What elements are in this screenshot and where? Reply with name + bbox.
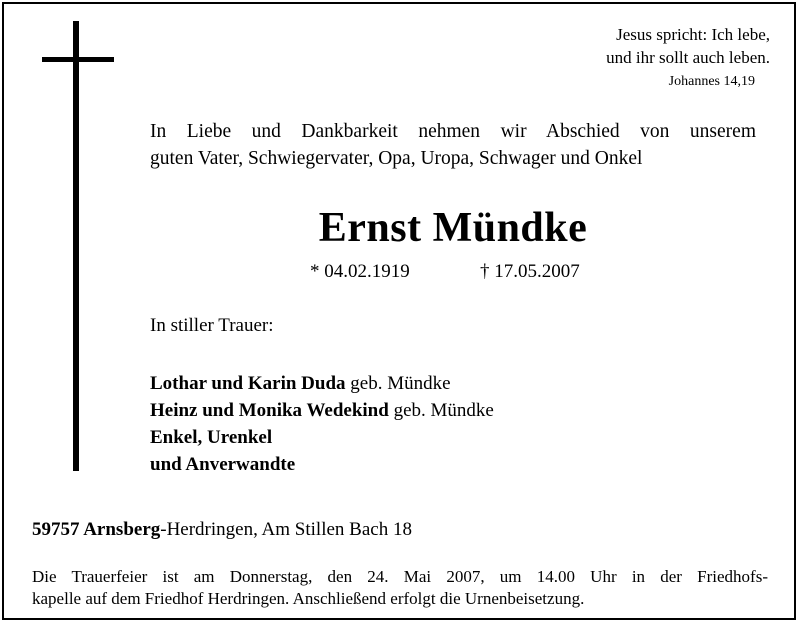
verse-reference: Johannes 14,19: [668, 74, 755, 89]
death-date: † 17.05.2007: [480, 261, 580, 282]
cross-icon-bar: [42, 57, 114, 62]
address-city: 59757 Arnsberg: [32, 519, 161, 540]
mourner-note: geb. Mündke: [393, 400, 494, 421]
mourner-entry: [150, 370, 494, 397]
birth-date: * 04.02.1919: [310, 261, 410, 282]
mourner-name: Enkel, Urenkel: [150, 427, 273, 448]
verse-line: Jesus spricht: Ich lebe,: [616, 25, 770, 44]
intro-line: In Liebe und Dankbarkeit nehmen wir Abschied von unserem: [150, 121, 756, 142]
notice-line: Die Trauerfeier ist am Donnerstag, den 24. Mai 2007, um 14.00 Uhr in der Friedhofs-: [32, 567, 768, 586]
mourner-note: geb. Mündke: [350, 373, 451, 394]
mourner-entry: [150, 424, 494, 451]
address-street: -Herdringen, Am Stillen Bach 18: [160, 519, 412, 540]
intro-text: [150, 118, 756, 172]
mourners-list: [150, 370, 494, 478]
funeral-notice: [32, 566, 768, 610]
bible-verse: [606, 23, 770, 69]
intro-line: guten Vater, Schwiegervater, Opa, Uropa, Schwager und Onkel: [150, 148, 643, 169]
mourner-name: Lothar und Karin Duda: [150, 373, 346, 394]
mourning-label: In stiller Trauer:: [150, 315, 274, 336]
mourner-entry: [150, 451, 494, 478]
mourner-name: Heinz und Monika Wedekind: [150, 400, 389, 421]
cross-icon: [73, 21, 79, 471]
verse-line: und ihr sollt auch leben.: [606, 48, 770, 67]
deceased-name: Ernst Mündke: [318, 205, 588, 251]
mourner-entry: [150, 397, 494, 424]
address: [32, 518, 412, 542]
mourner-name: und Anverwandte: [150, 454, 296, 475]
notice-line: kapelle auf dem Friedhof Herdringen. Anschließend erfolgt die Urnenbeisetzung.: [32, 589, 585, 608]
